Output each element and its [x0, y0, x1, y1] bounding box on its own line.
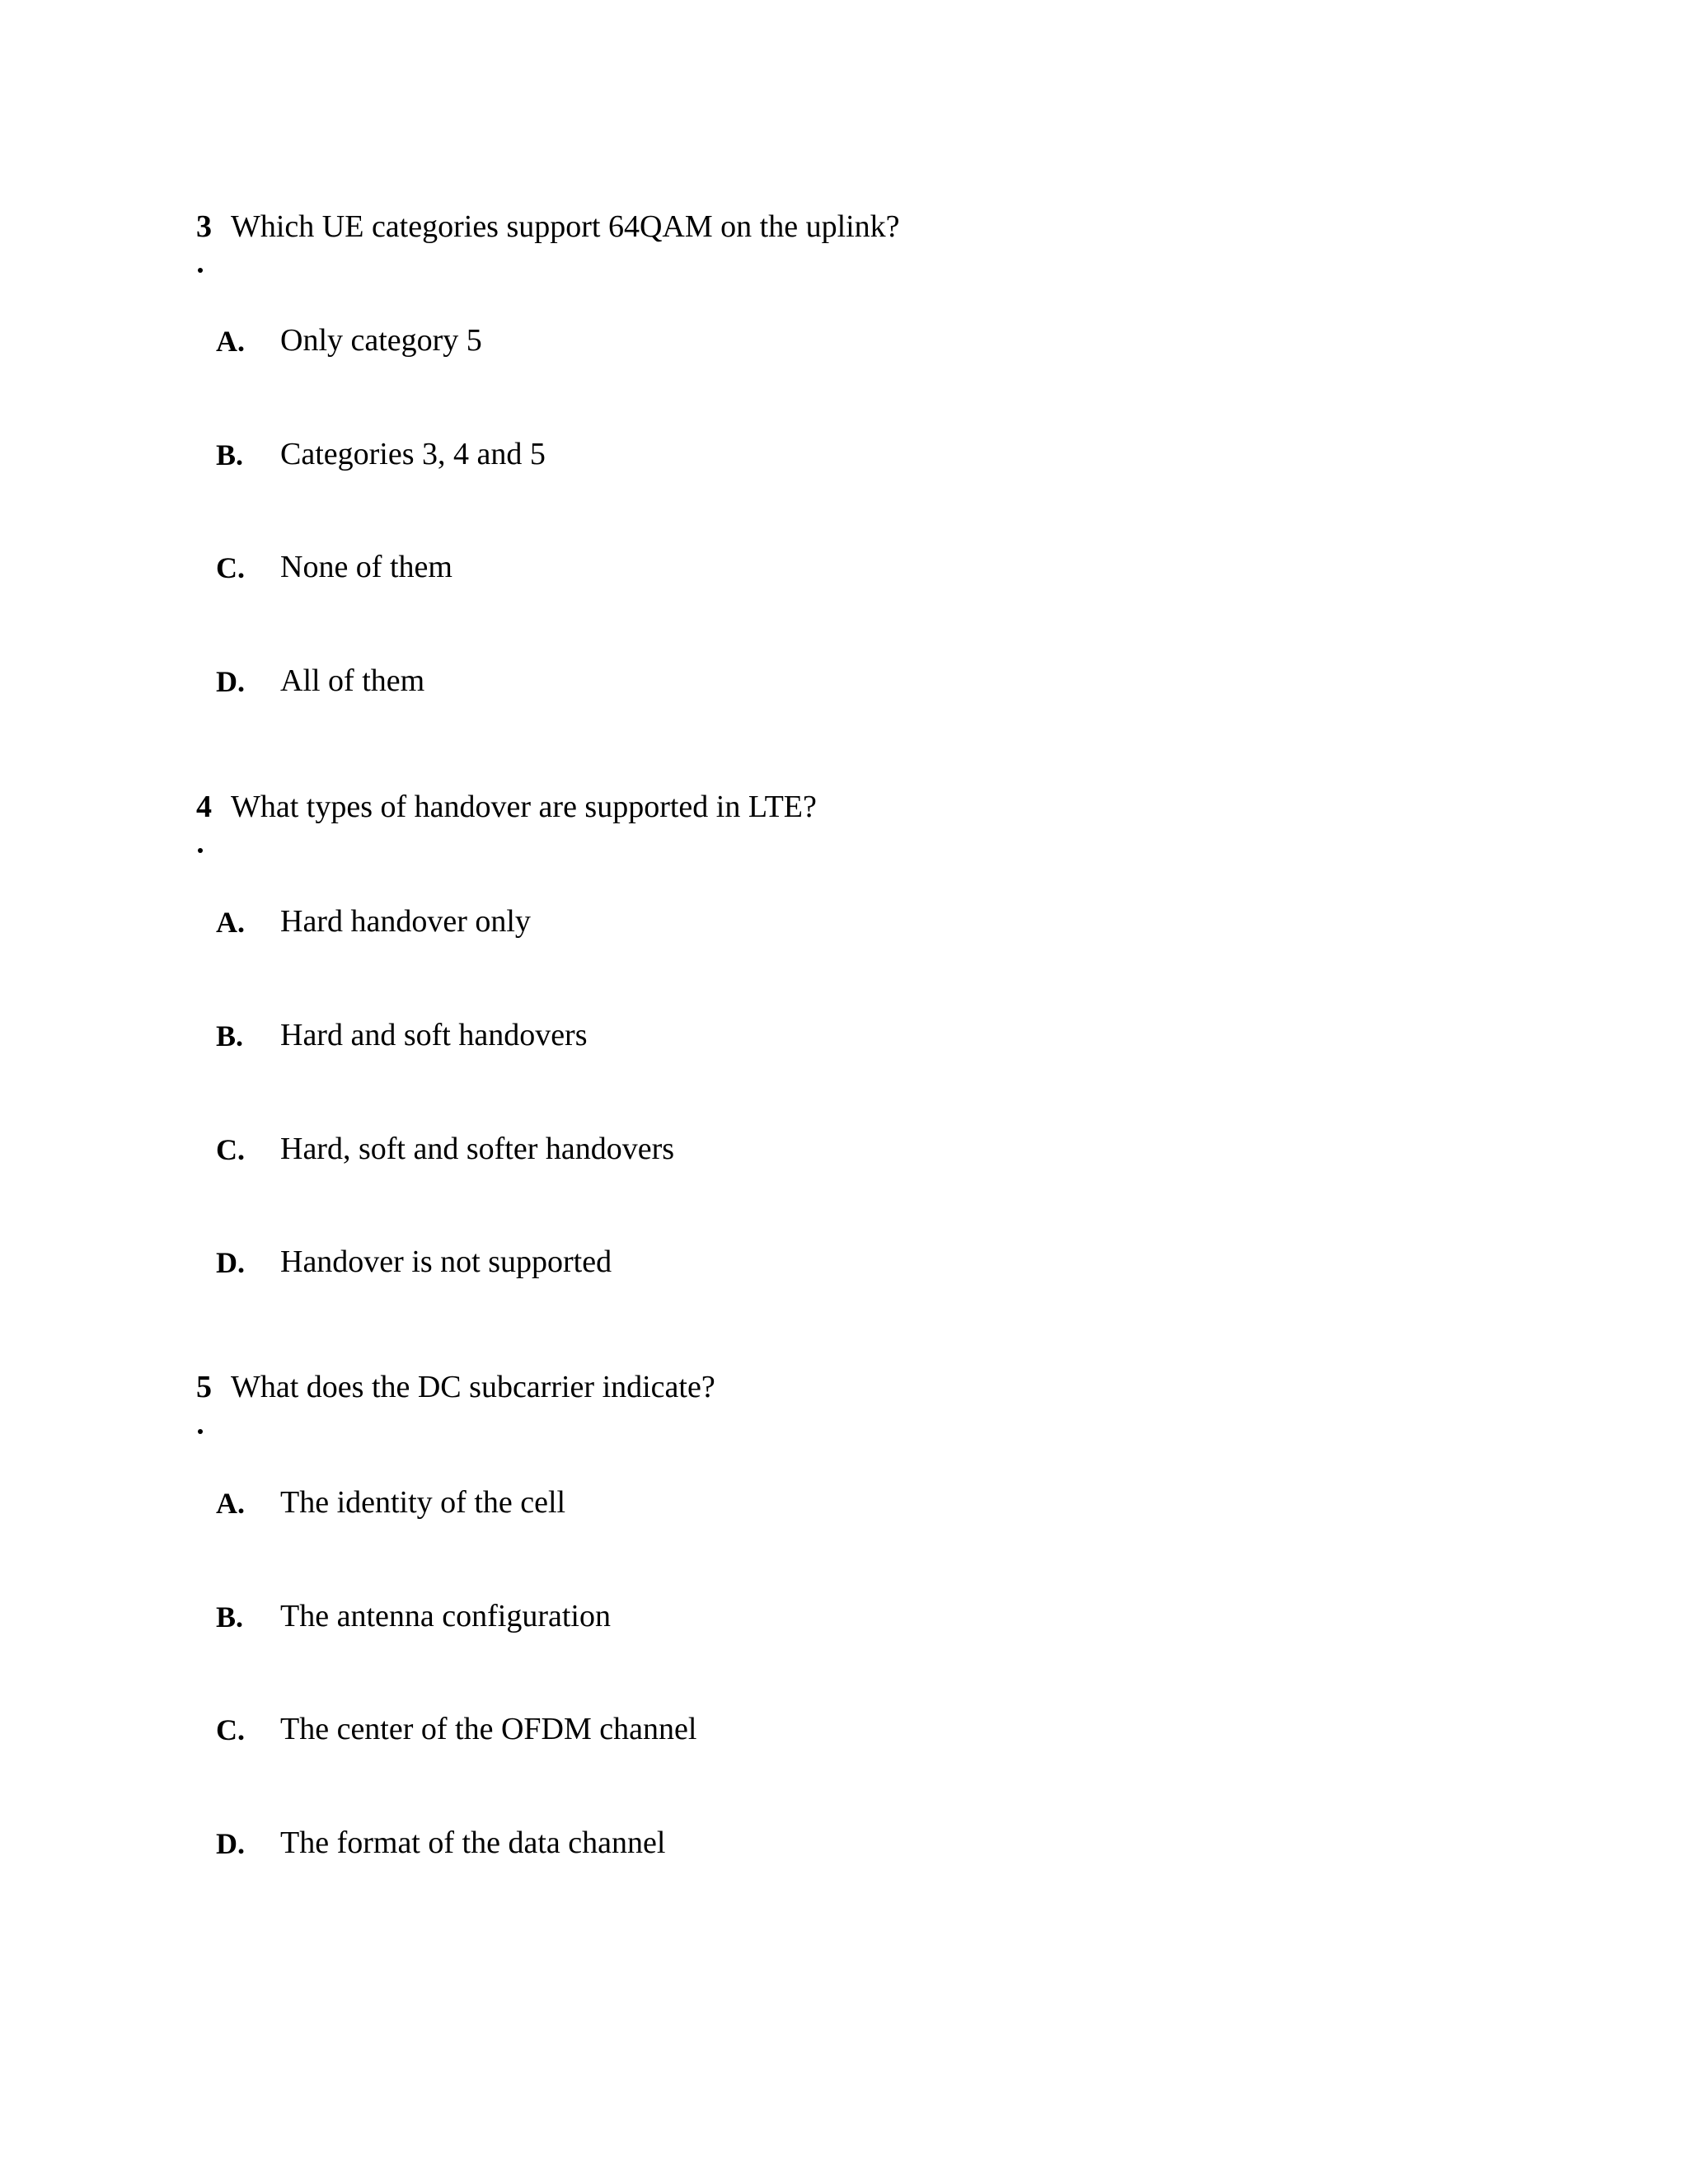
- option-letter: C.: [216, 1713, 245, 1746]
- question-number: 5: [196, 1370, 212, 1404]
- option-text: Only category 5: [280, 323, 482, 358]
- question-text: Which UE categories support 64QAM on the uplink?: [231, 209, 900, 244]
- option-text: The antenna configuration: [280, 1599, 611, 1633]
- option-letter: D.: [216, 665, 245, 698]
- question-number: 3: [196, 209, 212, 244]
- option-text: Handover is not supported: [280, 1244, 612, 1279]
- question-text: What types of handover are supported in LTE?: [231, 790, 817, 824]
- option-text: Hard handover only: [280, 904, 531, 939]
- option-text: Categories 3, 4 and 5: [280, 437, 546, 471]
- option-text: The format of the data channel: [280, 1825, 666, 1860]
- option-letter: C.: [216, 551, 245, 584]
- option-letter: A.: [216, 1487, 245, 1520]
- option-letter: D.: [216, 1246, 245, 1279]
- bullet-dot: [198, 1429, 203, 1434]
- option-text: The center of the OFDM channel: [280, 1712, 697, 1746]
- option-letter: A.: [216, 325, 245, 358]
- option-letter: B.: [216, 1601, 244, 1633]
- option-text: Hard and soft handovers: [280, 1018, 588, 1052]
- option-letter: B.: [216, 1019, 244, 1052]
- option-letter: D.: [216, 1827, 245, 1860]
- bullet-dot: [198, 268, 203, 273]
- option-text: The identity of the cell: [280, 1485, 566, 1520]
- option-letter: B.: [216, 438, 244, 471]
- option-text: Hard, soft and softer handovers: [280, 1132, 675, 1166]
- option-letter: C.: [216, 1133, 245, 1166]
- bullet-dot: [198, 848, 203, 853]
- option-text: All of them: [280, 663, 425, 698]
- question-text: What does the DC subcarrier indicate?: [231, 1370, 715, 1404]
- question-number: 4: [196, 790, 212, 824]
- option-letter: A.: [216, 906, 245, 939]
- option-text: None of them: [280, 550, 452, 584]
